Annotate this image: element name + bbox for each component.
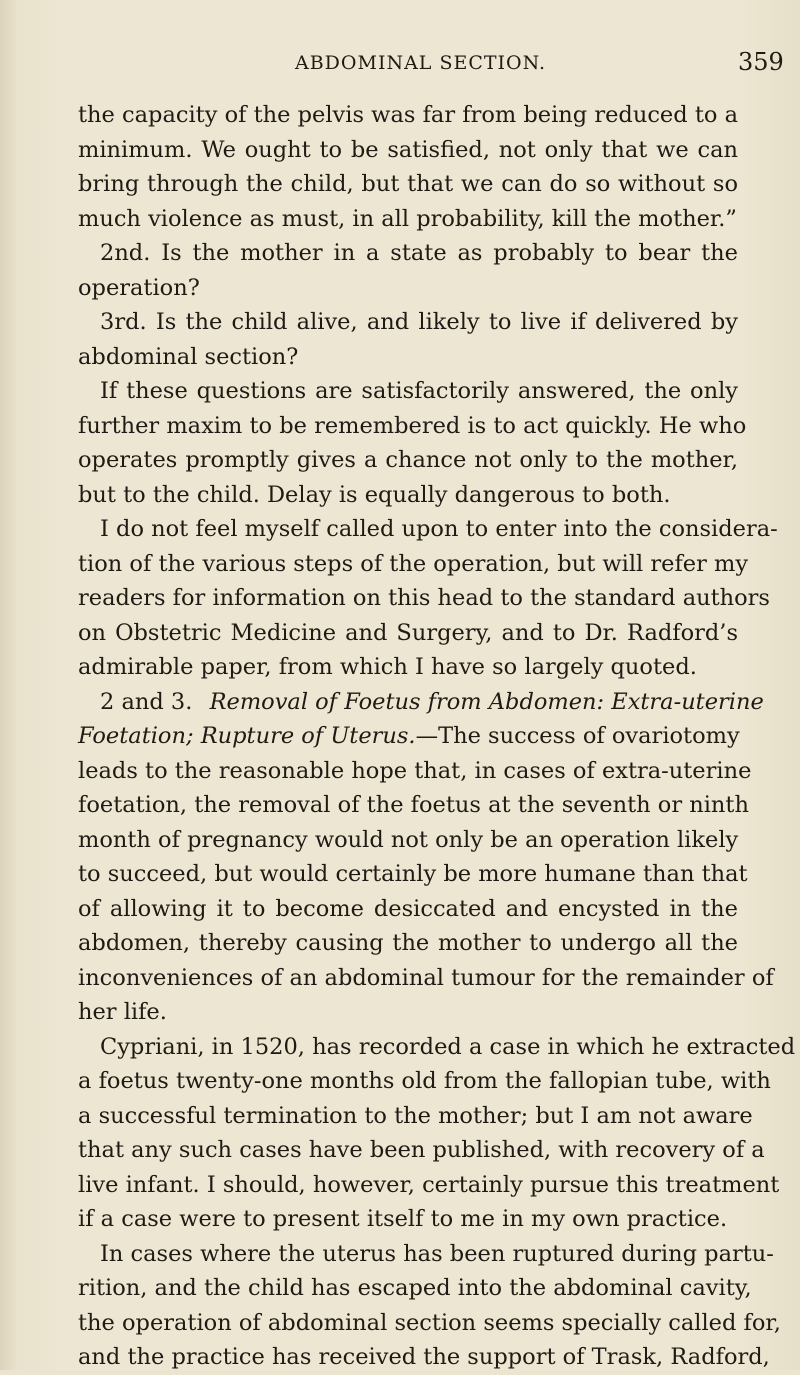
section-heading-line <box>78 685 764 720</box>
text-line: the capacity of the pelvis was far from being reduced to a <box>78 102 738 128</box>
text-line: 3rd. Is the child alive, and likely to live if delivered by <box>100 309 738 335</box>
running-title: ABDOMINAL SECTION. <box>295 52 547 74</box>
text-line: a successful termination to the mother; but I am not aware <box>78 1102 753 1129</box>
body-text <box>78 98 796 1375</box>
text-line: to succeed, but would certainly be more humane than that <box>78 861 748 887</box>
text-line: that any such cases have been published, with recovery of a <box>78 1137 765 1163</box>
text-line: a foetus twenty-one months old from the fallopian tube, with <box>78 1068 771 1094</box>
text-line: If these questions are satisfactorily answered, the only <box>100 378 738 404</box>
text-line: readers for information on this head to the standard authors <box>78 585 770 611</box>
text-line: Cypriani, in 1520, has recorded a case in which he extracted <box>100 1033 796 1060</box>
text-line: but to the child. Delay is equally dangerous to both. <box>78 481 671 508</box>
section-heading-line-2 <box>78 719 738 754</box>
text-line: on Obstetric Medicine and Surgery, and to Dr. Radford’s <box>78 619 738 646</box>
section-title-part-1: Removal of Foetus from Abdomen: Extra-uterine <box>209 688 764 715</box>
section-title-part-2: Foetation; Rupture of Uterus. <box>78 723 416 749</box>
text-line: her life. <box>78 999 167 1025</box>
page-number: 359 <box>738 48 784 76</box>
text-line: if a case were to present itself to me in my own practice. <box>78 1206 728 1232</box>
text-line: In cases where the uterus has been ruptured during partu- <box>100 1240 774 1267</box>
text-line: leads to the reasonable hope that, in cases of extra-uterine <box>78 757 752 784</box>
text-line: operates promptly gives a chance not only to the mother, <box>78 447 738 473</box>
text-line: abdomen, thereby causing the mother to undergo all the <box>78 930 738 956</box>
text-line: tion of the various steps of the operation, but will refer my <box>78 550 749 577</box>
text-line: abdominal section? <box>78 343 299 370</box>
text-line: 2nd. Is the mother in a state as probably to bear the <box>100 240 738 266</box>
text-line: inconveniences of an abdominal tumour for the remainder of <box>78 964 774 991</box>
text-line: further maxim to be remembered is to act quickly. He who <box>78 412 747 439</box>
text-line: rition, and the child has escaped into the abdominal cavity, <box>78 1275 752 1301</box>
text-line: of allowing it to become desiccated and encysted in the <box>78 895 738 922</box>
text-line: bring through the child, but that we can do so without so <box>78 171 738 197</box>
text-line: foetation, the removal of the foetus at the seventh or ninth <box>78 792 749 818</box>
text-line: month of pregnancy would not only be an operation likely <box>78 826 739 853</box>
text-line: admirable paper, from which I have so largely quoted. <box>78 654 697 680</box>
section-number: 2 and 3. <box>100 688 193 715</box>
section-body-start: —The success of ovariotomy <box>415 723 740 749</box>
text-line: live infant. I should, however, certainly pursue this treatment <box>78 1171 780 1198</box>
text-line: operation? <box>78 274 200 301</box>
text-line: I do not feel myself called upon to enter into the considera- <box>100 516 778 542</box>
text-line: and the practice has received the support of Trask, Radford, <box>78 1344 770 1370</box>
running-head <box>0 40 800 76</box>
text-line: minimum. We ought to be satisfied, not only that we can <box>78 136 738 163</box>
text-line: the operation of abdominal section seems specially called for, <box>78 1309 781 1336</box>
text-line: much violence as must, in all probability, kill the mother.” <box>78 205 737 232</box>
